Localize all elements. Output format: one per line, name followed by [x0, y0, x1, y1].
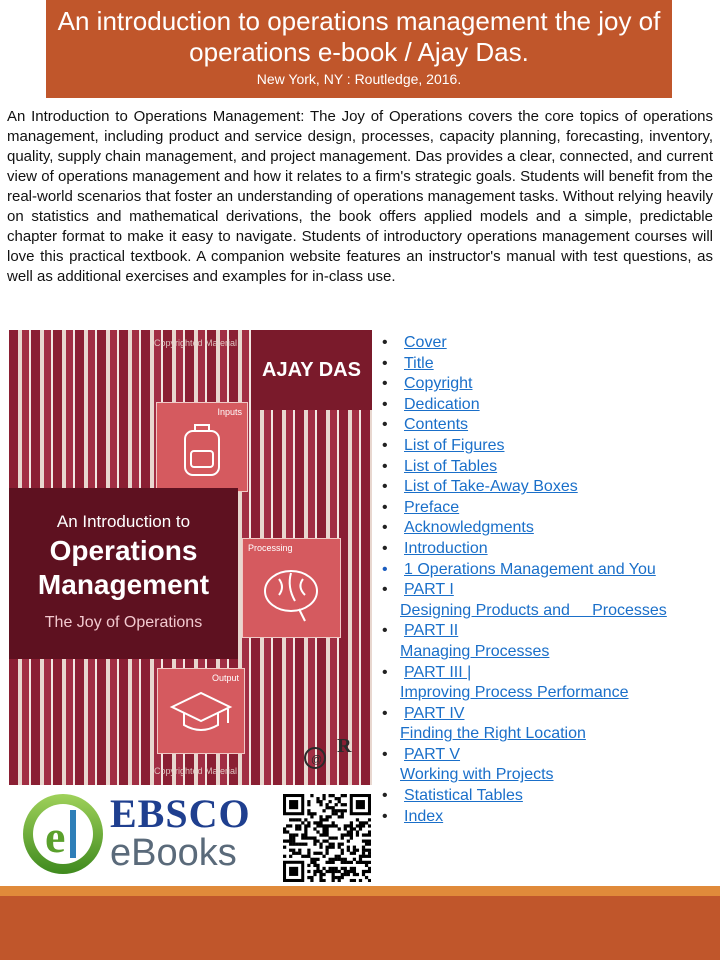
toc-link-part-4-title[interactable]: Finding the Right Location [400, 725, 586, 743]
toc-link-list-of-tables[interactable]: List of Tables [404, 457, 498, 475]
toc-link-part-5[interactable]: PART V [404, 745, 461, 763]
toc-link-title[interactable]: Title [404, 354, 434, 372]
toc-item-part-1 [380, 580, 710, 621]
toc-link-take-away-boxes[interactable]: List of Take-Away Boxes [404, 478, 578, 496]
footer-bar [0, 896, 720, 960]
toc-link-part-4[interactable]: PART IV [404, 704, 465, 722]
cover-title-line3: Management [37, 569, 210, 600]
publisher-logo-icon [301, 728, 361, 774]
ebsco-ebooks-logo [18, 790, 268, 880]
book-title: An introduction to operations management the joy of operations e-book / Ajay Das. [57, 6, 661, 67]
svg-text:R: R [337, 735, 352, 757]
toc-item-index [380, 807, 710, 828]
toc-item-dedication [380, 395, 710, 416]
toc-link-part-3-title[interactable]: Improving Process Performance [400, 684, 629, 702]
toc-item-cover [380, 333, 710, 354]
publication-info: New York, NY : Routledge, 2016. [256, 71, 462, 87]
toc-link-list-of-figures[interactable]: List of Figures [404, 436, 505, 454]
cover-author: AJAY DAS [251, 330, 372, 410]
toc-link-statistical-tables[interactable]: Statistical Tables [404, 787, 523, 805]
toc-link-part-1[interactable]: PART I [404, 581, 454, 599]
toc-link-part-5-title[interactable]: Working with Projects [400, 766, 554, 784]
cover-inputs-label: Inputs [217, 407, 242, 417]
cover-output-box [157, 668, 245, 754]
cover-output-label: Output [211, 673, 239, 683]
toc-item-part-4 [380, 704, 710, 745]
ebooks-wordmark: eBooks [110, 832, 237, 874]
cover-processing-label: Processing [248, 543, 293, 553]
toc-item-acknowledgments [380, 518, 710, 539]
toc-link-chapter-1[interactable]: 1 Operations Management and You [404, 560, 656, 578]
cover-title-line1: An Introduction to [56, 512, 191, 531]
cover-watermark-top: Copyrighted Material [154, 338, 238, 348]
toc-link-contents[interactable]: Contents [404, 416, 469, 434]
qr-code-icon [283, 794, 371, 882]
cover-title-line2: Operations [49, 535, 198, 566]
toc-item-statistical-tables [380, 786, 710, 807]
toc-item-list-of-figures [380, 436, 710, 457]
toc-link-preface[interactable]: Preface [404, 498, 460, 516]
cover-inputs-box [156, 402, 248, 492]
toc-link-part-2[interactable]: PART II [404, 622, 459, 640]
title-banner [46, 0, 672, 98]
toc-item-list-of-tables [380, 457, 710, 478]
toc-link-part-1-title[interactable]: Designing Products and Processes [400, 601, 667, 619]
svg-text:e: e [45, 811, 66, 862]
footer-stripe [0, 886, 720, 896]
toc-link-cover[interactable]: Cover [404, 334, 447, 351]
svg-text:@: @ [311, 754, 323, 766]
toc-link-part-2-title[interactable]: Managing Processes [400, 642, 550, 660]
toc-item-contents [380, 415, 710, 436]
toc-item-part-5 [380, 745, 710, 786]
toc-link-part-3[interactable]: PART III | [404, 663, 472, 681]
cover-watermark-bottom: Copyrighted Material [154, 766, 238, 776]
cover-processing-box [242, 538, 341, 638]
toc-item-chapter-1 [380, 560, 710, 581]
toc-item-part-3 [380, 663, 710, 704]
toc-link-acknowledgments[interactable]: Acknowledgments [404, 519, 534, 537]
qr-code[interactable] [283, 794, 371, 882]
toc-item-title [380, 354, 710, 375]
book-description: An Introduction to Operations Management: The Joy of Operations covers the core topics of operations management, including product and service design, processes, capacity planning, forecasting, inventory, quality, supply chain management, and project management. Das provides a clear, connected, and current view of operations management and how it relates to a firm's strategic goals. Students will benefit from the real-world scenarios that foster an understanding of operations management tasks. Without relying heavily on statistics and mathematical derivations, the book offers applied models and a simple, predictable chapter format to make it easy to navigate. Students of introductory operations management courses will love this practical textbook. A companion website features an instructor's manual with test questions, as well as additional exercises and examples for in-class use. [7, 108, 713, 285]
toc-link-index[interactable]: Index [404, 807, 444, 825]
cover-subtitle: The Joy of Operations [44, 614, 203, 631]
cover-title-panel [9, 488, 238, 659]
toc-item-preface [380, 498, 710, 519]
toc-item-part-2 [380, 621, 710, 662]
toc-link-dedication[interactable]: Dedication [404, 395, 480, 413]
ebsco-wordmark: EBSCO [110, 791, 251, 836]
toc-item-take-away-boxes [380, 477, 710, 498]
book-cover [9, 330, 372, 785]
toc-link-copyright[interactable]: Copyright [404, 375, 473, 393]
table-of-contents [380, 333, 710, 827]
toc-item-copyright [380, 374, 710, 395]
toc-item-introduction [380, 539, 710, 560]
brain-icon [243, 539, 340, 637]
toc-link-introduction[interactable]: Introduction [404, 539, 488, 557]
